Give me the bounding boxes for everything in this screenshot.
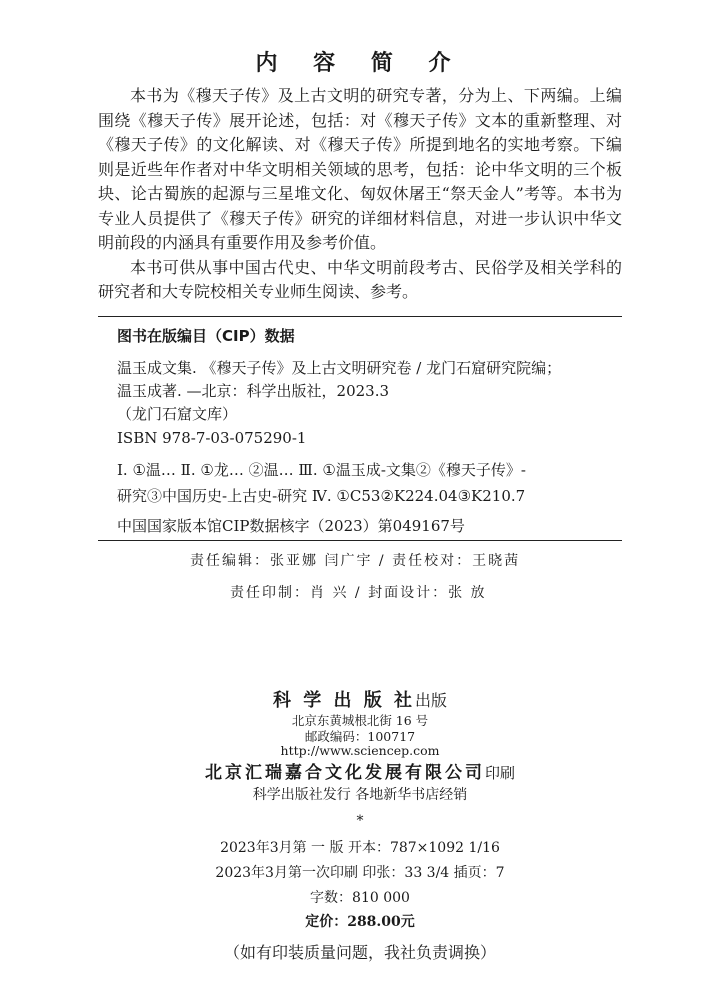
cip-series: （龙门石窟文库）	[117, 405, 238, 423]
edition-line-2: 2023年3月第一次印刷 印张：33 3/4 插页：7	[215, 865, 505, 881]
cip-heading: 图书在版编目（CIP）数据	[117, 327, 295, 345]
intro-paragraph-1: 本书为《穆天子传》及上古文明的研究专著，分为上、下两编。上编围绕《穆天子传》展开论述，包括：对《穆天子传》文本的重新整理、对《穆天子传》的文化解读、对《穆天子传》所提到地名的实地考察。下编则是近些年作者对中华文明相关领域的思考，包括：论中华文明的三个板块、论古蜀族的起源与三星堆文化、匈奴休屠王“祭天金人”考等。本书为专业人员提供了《穆天子传》研究的详细材料信息，对进一步认识中华文明前段的内涵具有重要作用及参考价值。	[98, 86, 622, 252]
publisher-postcode: 邮政编码：100717	[304, 729, 416, 744]
publisher-address: 北京东黄城根北街 16 号	[291, 713, 429, 728]
introduction	[98, 84, 622, 305]
credits-production: 责任印制：肖 兴 / 封面设计：张 放	[230, 585, 487, 601]
publisher-suffix: 出版	[415, 691, 448, 710]
price: 定价：288.00元	[305, 914, 415, 930]
printer-suffix: 印刷	[484, 764, 515, 782]
publisher-name	[0, 686, 720, 712]
divider-top	[98, 316, 622, 317]
printer-name	[0, 758, 720, 783]
page-title: 内 容 简 介	[255, 51, 465, 76]
word-count: 字数：810 000	[310, 890, 410, 906]
divider-bottom	[98, 540, 622, 541]
cip-line-2: 温玉成著. —北京：科学出版社，2023.3	[117, 382, 390, 400]
cip-isbn: ISBN 978-7-03-075290-1	[117, 429, 307, 447]
intro-paragraph-2: 本书可供从事中国古代史、中华文明前段考古、民俗学及相关学科的研究者和大专院校相关专业师生阅读、参考。	[98, 257, 622, 301]
credits-editors: 责任编辑：张亚娜 闫广宇 / 责任校对：王晓茜	[190, 553, 521, 569]
cip-classification-2: 研究③中国历史-上古史-研究 Ⅳ. ①C53②K224.04③K210.7	[117, 487, 526, 505]
cip-classification-1: Ⅰ. ①温… Ⅱ. ①龙… ②温… Ⅲ. ①温玉成-文集②《穆天子传》-	[117, 461, 526, 479]
cip-cataloging-number: 中国国家版本馆CIP数据核字（2023）第049167号	[117, 517, 465, 535]
publisher-url: http://www.sciencep.com	[280, 743, 440, 758]
quality-notice: （如有印装质量问题，我社负责调换）	[223, 943, 496, 962]
publisher-name-text: 科 学 出 版 社	[272, 690, 416, 711]
printer-name-text: 北京汇瑞嘉合文化发展有限公司	[204, 763, 485, 783]
edition-line-1: 2023年3月第 一 版 开本：787×1092 1/16	[220, 840, 500, 856]
cip-line-1: 温玉成文集. 《穆天子传》及上古文明研究卷 / 龙门石窟研究院编；	[117, 359, 562, 377]
distribution-info: 科学出版社发行 各地新华书店经销	[252, 787, 468, 803]
separator-star: *	[356, 813, 364, 829]
